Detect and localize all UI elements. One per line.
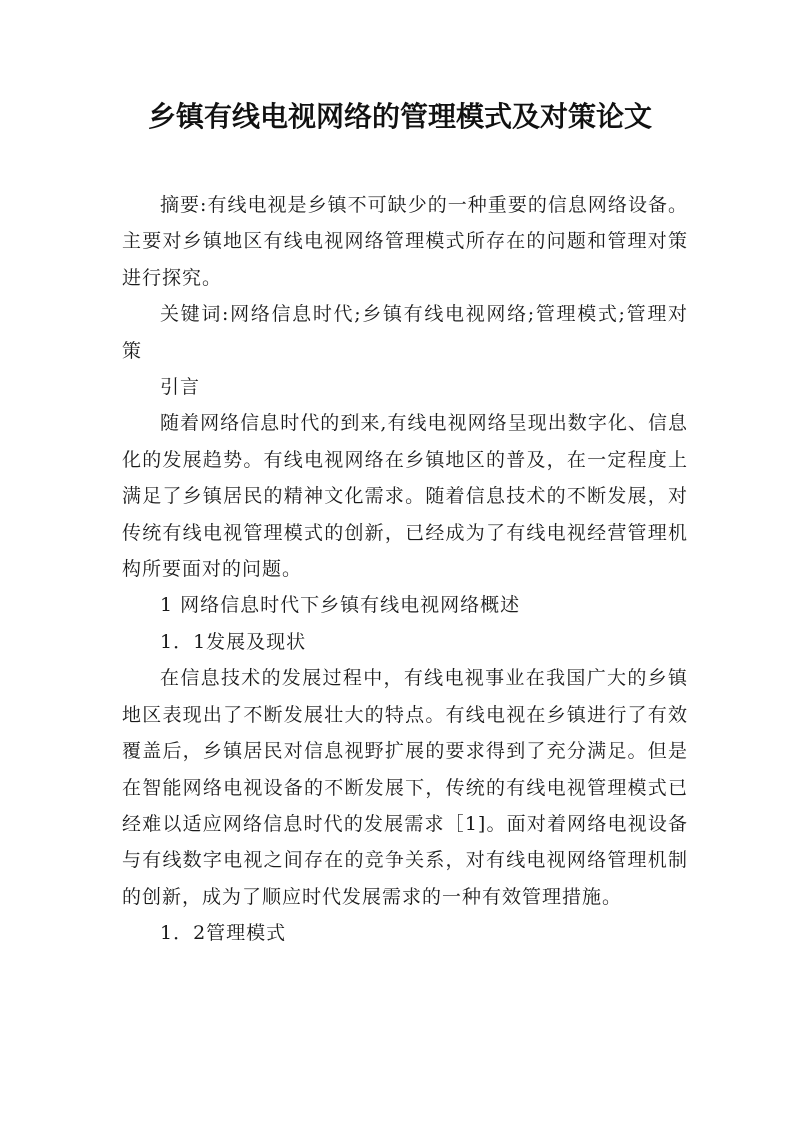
document-title: 乡镇有线电视网络的管理模式及对策论文 [147,100,652,133]
subsection-heading-1-1: 1．1发展及现状 [160,630,307,653]
abstract-paragraph: 摘要:有线电视是乡镇不可缺少的一种重要的信息网络设备。主要对乡镇地区有线电视网络管理模式所存在的问题和管理对策进行探究。 [122,194,688,289]
introduction-paragraph: 随着网络信息时代的到来,有线电视网络呈现出数字化、信息化的发展趋势。有线电视网络在乡镇地区的普及，在一定程度上满足了乡镇居民的精神文化需求。随着信息技术的不断发展，对传统有线电视管理模式的创新，已经成为了有线电视经营管理机构所要面对的问题。 [122,412,688,581]
keywords-paragraph: 关键词:网络信息时代;乡镇有线电视网络;管理模式;管理对策 [122,303,688,362]
section-heading-introduction: 引言 [160,376,201,399]
section-heading-1: 1 网络信息时代下乡镇有线电视网络概述 [160,594,521,617]
document-body [122,187,688,952]
subsection-heading-1-2: 1．2管理模式 [160,922,287,945]
development-paragraph: 在信息技术的发展过程中，有线电视事业在我国广大的乡镇地区表现出了不断发展壮大的特点。有线电视在乡镇进行了有效覆盖后，乡镇居民对信息视野扩展的要求得到了充分满足。但是在智能网络电视设备的不断发展下，传统的有线电视管理模式已经难以适应网络信息时代的发展需求［1]。面对着网络电视设备与有线数字电视之间存在的竞争关系，对有线电视网络管理机制的创新，成为了顺应时代发展需求的一种有效管理措施。 [122,667,688,908]
